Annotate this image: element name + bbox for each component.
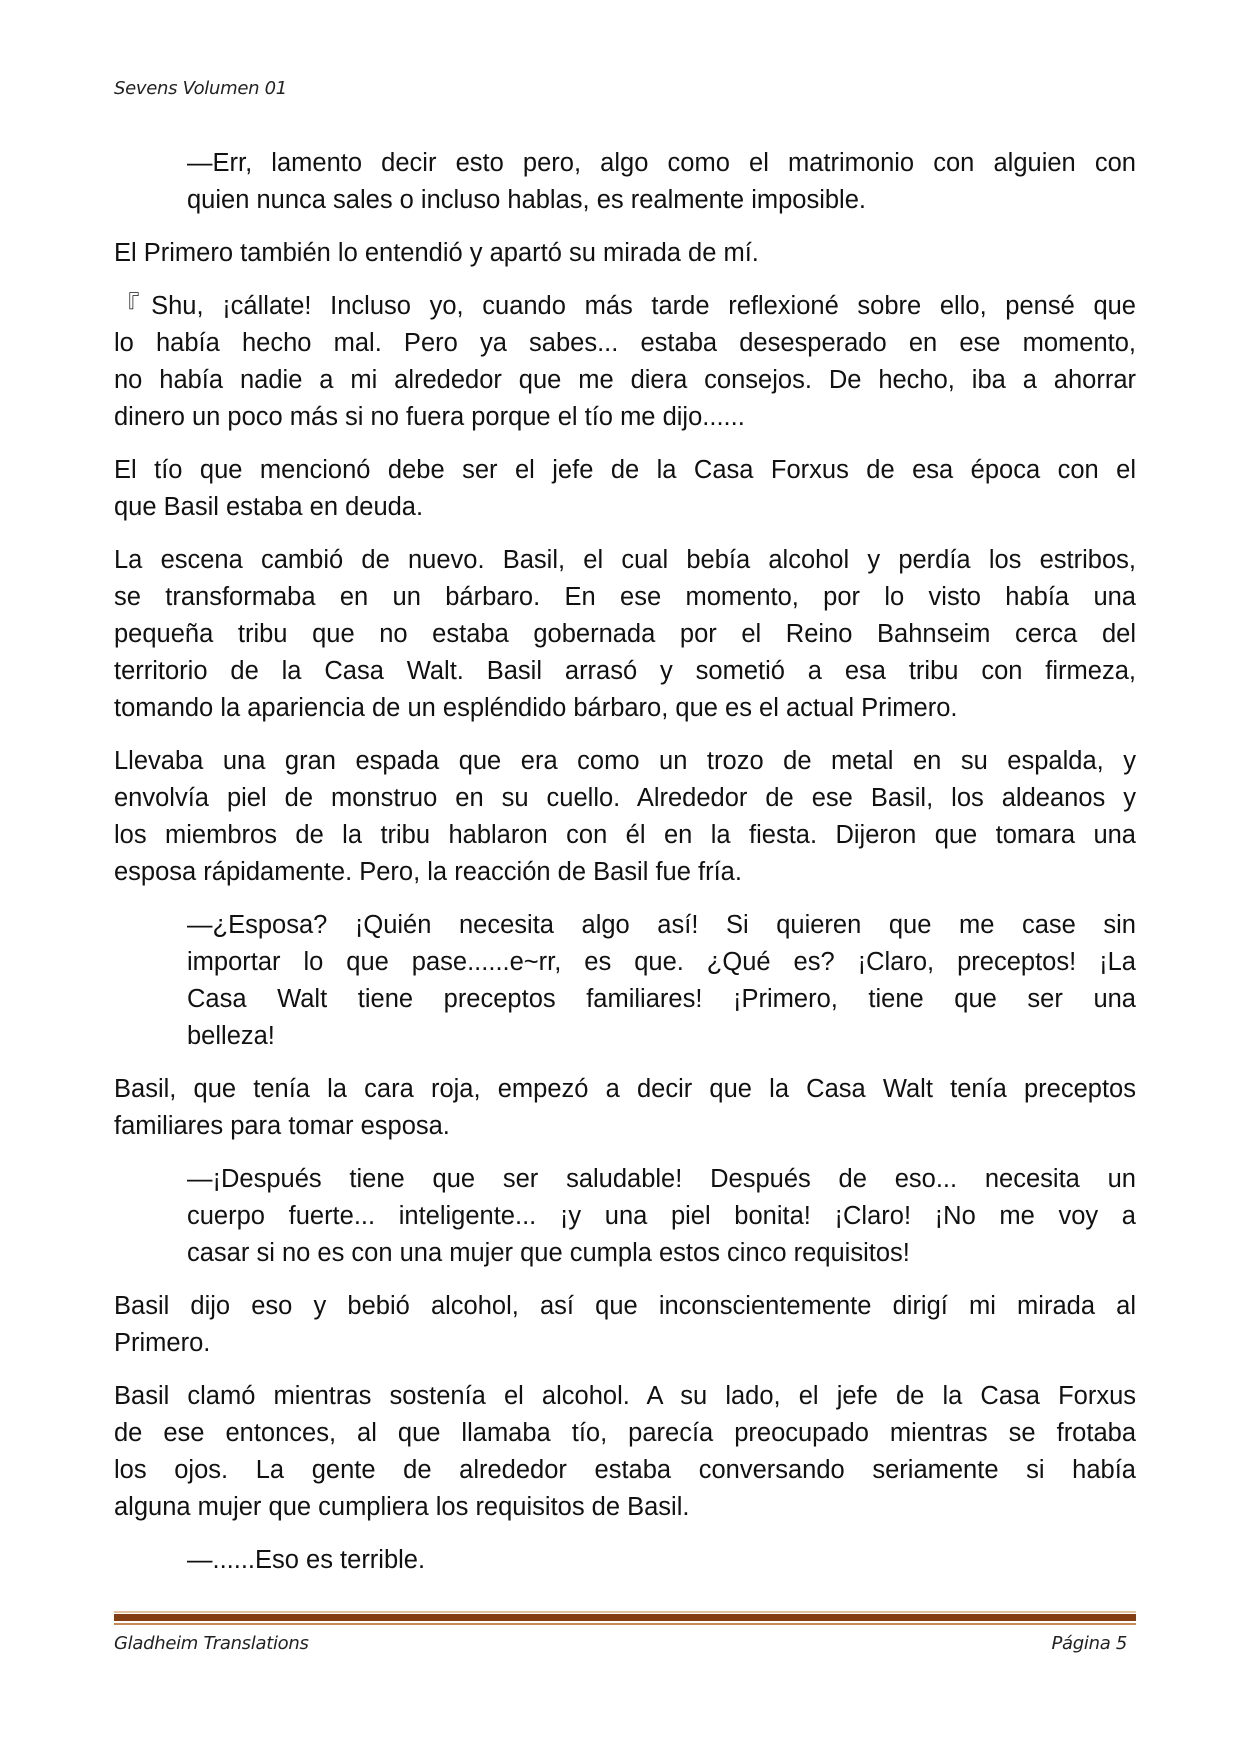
text-line: cuerpo fuerte... inteligente... ¡y una piel bonita! ¡Claro! ¡No me voy a [187, 1202, 1136, 1230]
text-line: Basil, que tenía la cara roja, empezó a decir que la Casa Walt tenía preceptos [114, 1075, 1136, 1103]
paragraph [114, 1378, 1136, 1526]
dialogue-paragraph [187, 1542, 1136, 1579]
text-line: belleza! [187, 1022, 275, 1050]
footer-rule-bottom [114, 1623, 1136, 1625]
text-line: esposa rápidamente. Pero, la reacción de Basil fue fría. [114, 858, 742, 886]
text-line: los ojos. La gente de alrededor estaba conversando seriamente si había [114, 1456, 1136, 1484]
text-line: tomando la apariencia de un espléndido bárbaro, que es el actual Primero. [114, 694, 958, 722]
text-line: territorio de la Casa Walt. Basil arrasó y sometió a esa tribu con firmeza, [114, 657, 1136, 685]
text-line: no había nadie a mi alrededor que me diera consejos. De hecho, iba a ahorrar [114, 366, 1136, 394]
dialogue-paragraph [187, 1161, 1136, 1272]
paragraph [114, 235, 1136, 272]
paragraph [114, 542, 1136, 727]
text-line: —¡Después tiene que ser saludable! Después de eso... necesita un [187, 1165, 1136, 1193]
text-line: El tío que mencionó debe ser el jefe de la Casa Forxus de esa época con el [114, 456, 1136, 484]
text-line: casar si no es con una mujer que cumpla estos cinco requisitos! [187, 1239, 910, 1267]
text-line: de ese entonces, al que llamaba tío, parecía preocupado mientras se frotaba [114, 1419, 1136, 1447]
footer-rule [114, 1614, 1136, 1621]
dialogue-paragraph [187, 145, 1136, 219]
text-line: Casa Walt tiene preceptos familiares! ¡Primero, tiene que ser una [187, 985, 1136, 1013]
text-line: quien nunca sales o incluso hablas, es realmente imposible. [187, 186, 866, 214]
text-line: —¿Esposa? ¡Quién necesita algo así! Si quieren que me case sin [187, 911, 1136, 939]
text-line: lo había hecho mal. Pero ya sabes... estaba desesperado en ese momento, [114, 329, 1136, 357]
dialogue-paragraph [187, 907, 1136, 1055]
running-header: Sevens Volumen 01 [114, 78, 287, 99]
text-line: que Basil estaba en deuda. [114, 493, 424, 521]
text-line: Basil dijo eso y bebió alcohol, así que inconscientemente dirigí mi mirada al [114, 1292, 1136, 1320]
text-line: Primero. [114, 1329, 211, 1357]
paragraph [114, 1071, 1136, 1145]
text-line: Llevaba una gran espada que era como un trozo de metal en su espalda, y [114, 747, 1136, 775]
footer-publisher: Gladheim Translations [114, 1633, 309, 1654]
paragraph [114, 452, 1136, 526]
footer-rule-top [114, 1611, 1136, 1613]
page-body [114, 145, 1136, 1595]
text-line: envolvía piel de monstruo en su cuello. Alrededor de ese Basil, los aldeanos y [114, 784, 1136, 812]
paragraph [114, 1288, 1136, 1362]
text-line: alguna mujer que cumpliera los requisitos de Basil. [114, 1493, 690, 1521]
paragraph [114, 288, 1136, 436]
paragraph [114, 743, 1136, 891]
text-line: los miembros de la tribu hablaron con él en la fiesta. Dijeron que tomara una [114, 821, 1136, 849]
text-line: se transformaba en un bárbaro. En ese momento, por lo visto había una [114, 583, 1136, 611]
text-line: dinero un poco más si no fuera porque el tío me dijo...... [114, 403, 745, 431]
text-line: —Err, lamento decir esto pero, algo como el matrimonio con alguien con [187, 149, 1136, 177]
text-line: Basil clamó mientras sostenía el alcohol. A su lado, el jefe de la Casa Forxus [114, 1382, 1136, 1410]
text-line: La escena cambió de nuevo. Basil, el cual bebía alcohol y perdía los estribos, [114, 546, 1136, 574]
text-line: El Primero también lo entendió y apartó su mirada de mí. [114, 239, 759, 267]
text-line: familiares para tomar esposa. [114, 1112, 450, 1140]
text-line: 『Shu, ¡cállate! Incluso yo, cuando más tarde reflexioné sobre ello, pensé que [114, 292, 1136, 320]
page-number: Página 5 [1051, 1633, 1127, 1654]
text-line: importar lo que pase......e~rr, es que. ¿Qué es? ¡Claro, preceptos! ¡La [187, 948, 1136, 976]
text-line: pequeña tribu que no estaba gobernada por el Reino Bahnseim cerca del [114, 620, 1136, 648]
text-line: —......Eso es terrible. [187, 1546, 426, 1574]
